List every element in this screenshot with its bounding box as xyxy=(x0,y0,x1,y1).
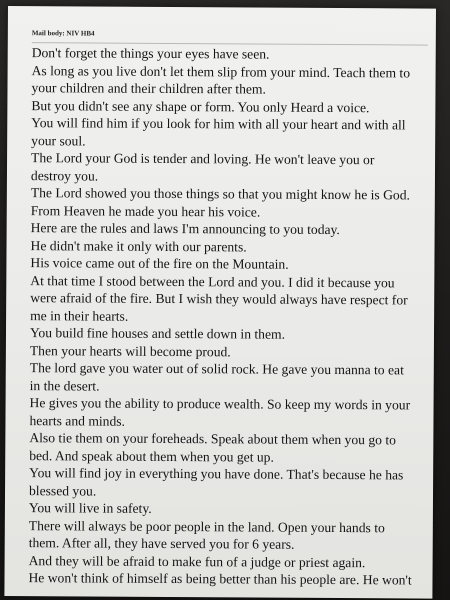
text-line: Don't forget the things your eyes have seen. xyxy=(31,45,270,62)
text-line: You will find him if you look for him with all your heart and with all your soul. xyxy=(31,115,406,148)
text-line: He won't think of himself as being better than his people are. He won't xyxy=(28,570,412,588)
text-line: Here are the rules and laws I'm announcing to you today. xyxy=(30,220,340,238)
text-line: The Lord your God is tender and loving. He won't leave you or destroy you. xyxy=(30,150,375,184)
paper-sheet xyxy=(4,6,436,599)
text-line: From Heaven he made you hear his voice. xyxy=(30,202,261,220)
text-line: The lord gave you water out of solid rock. He gave you manna to eat in the desert. xyxy=(29,360,404,394)
text-line: He gives you the ability to produce wealth. So keep my words in your hearts and minds. xyxy=(29,395,411,429)
text-line: His voice came out of the fire on the Mountain. xyxy=(30,255,289,272)
text-line: And they will be afraid to make fun of a judge or priest again. xyxy=(28,552,366,570)
mail-body-header: Mail body: NIV HB4 xyxy=(31,29,95,38)
document-body xyxy=(28,44,427,589)
text-line: He didn't make it only with our parents. xyxy=(30,237,247,254)
text-line: As long as you live don't let them slip from your mind. Teach them to your children and their children after them. xyxy=(31,62,411,97)
text-line: You will find joy in everything you have done. That's because he has blessed you. xyxy=(28,465,404,499)
text-line: You will live in safety. xyxy=(28,500,152,516)
text-line: But you didn't see any shape or form. You only Heard a voice. xyxy=(31,97,370,115)
text-line: You build fine houses and settle down in them. xyxy=(29,325,286,342)
text-line: The Lord showed you those things so that you might know he is God. xyxy=(30,185,410,203)
text-line: There will always be poor people in the land. Open your hands to them. After all, they have served you for 6 years. xyxy=(28,517,385,552)
text-line: Then your hearts will become proud. xyxy=(29,342,231,359)
text-line: At that time I stood between the Lord and you. I did it because you were afraid of the fire. But I wish they would always have respect for me in their hearts. xyxy=(30,272,408,324)
text-line: Also tie them on your foreheads. Speak about them when you go to bed. And speak about them when you get up. xyxy=(29,430,396,465)
